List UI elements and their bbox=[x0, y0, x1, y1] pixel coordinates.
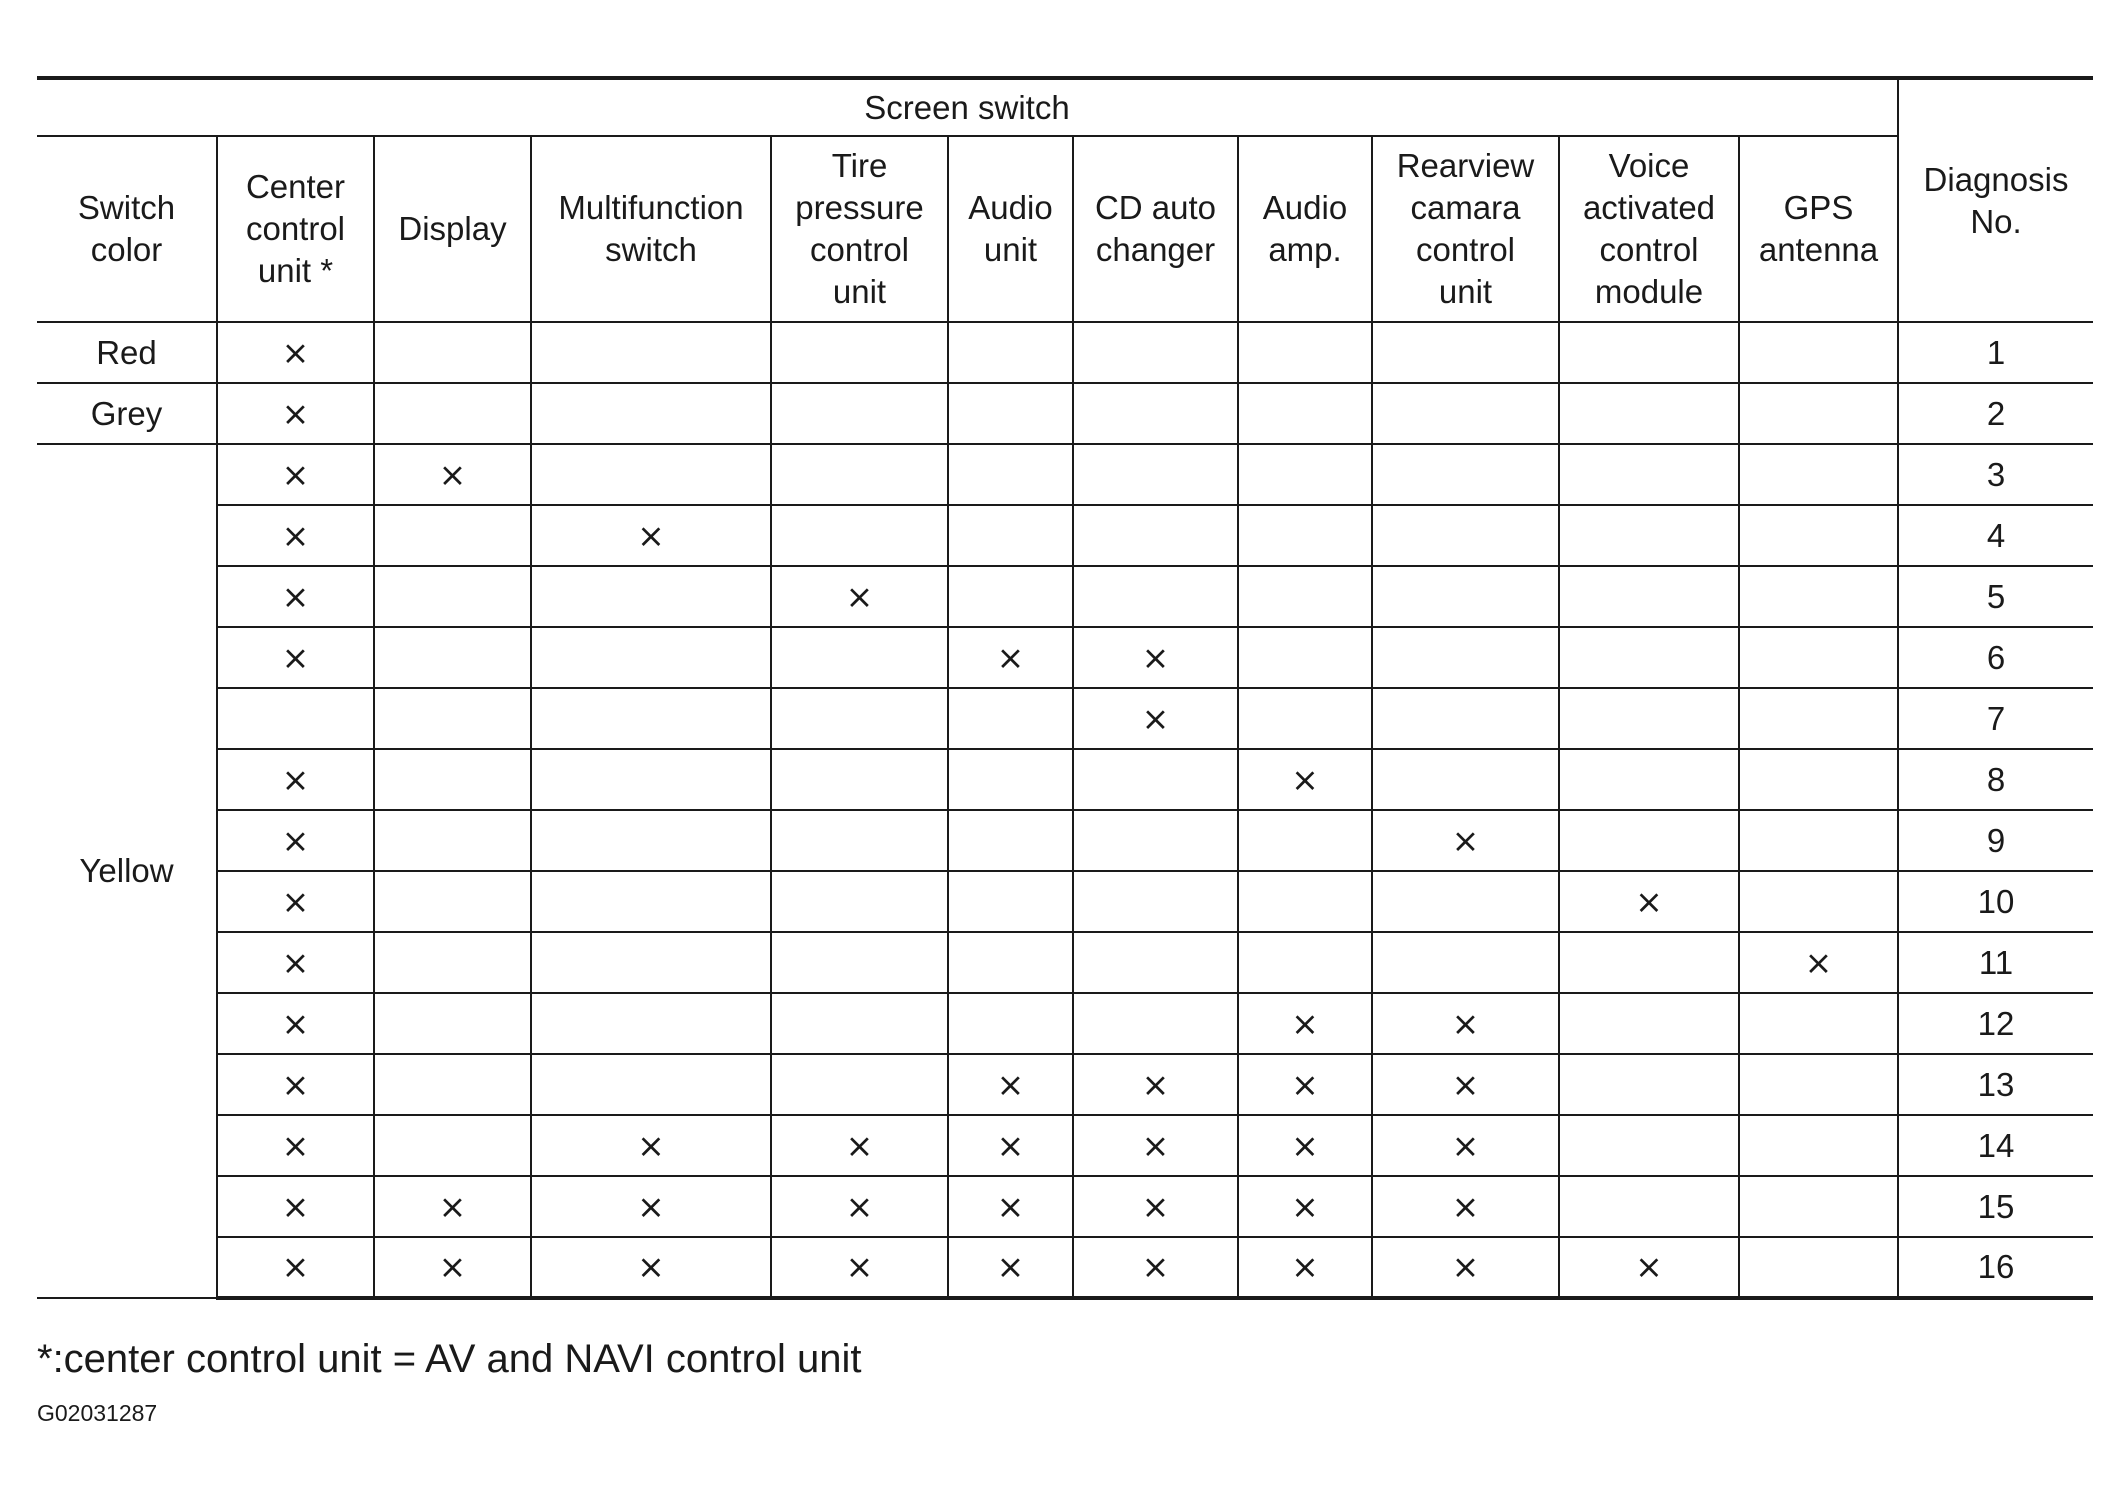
check-mark-cell: × bbox=[217, 1115, 374, 1176]
empty-cell bbox=[1073, 749, 1238, 810]
empty-cell bbox=[1559, 566, 1739, 627]
empty-cell bbox=[1238, 688, 1372, 749]
diagnosis-number-cell: 13 bbox=[1898, 1054, 2093, 1115]
empty-cell bbox=[771, 627, 948, 688]
check-mark-cell: × bbox=[948, 1115, 1073, 1176]
empty-cell bbox=[374, 1054, 531, 1115]
empty-cell bbox=[948, 444, 1073, 505]
diagnosis-number-cell: 8 bbox=[1898, 749, 2093, 810]
check-mark-cell: × bbox=[1238, 749, 1372, 810]
column-header-center-control-unit: Center control unit * bbox=[217, 136, 374, 322]
column-header-multifunction-switch: Multifunction switch bbox=[531, 136, 771, 322]
empty-cell bbox=[1238, 627, 1372, 688]
check-mark-cell: × bbox=[1372, 993, 1559, 1054]
empty-cell bbox=[771, 322, 948, 383]
check-mark-cell: × bbox=[1238, 1054, 1372, 1115]
check-mark-cell: × bbox=[1073, 1054, 1238, 1115]
empty-cell bbox=[771, 444, 948, 505]
empty-cell bbox=[1559, 322, 1739, 383]
empty-cell bbox=[374, 566, 531, 627]
empty-cell bbox=[771, 749, 948, 810]
empty-cell bbox=[1559, 688, 1739, 749]
empty-cell bbox=[1739, 1237, 1898, 1298]
table-row bbox=[37, 566, 2093, 627]
empty-cell bbox=[771, 810, 948, 871]
diagnosis-number-cell: 9 bbox=[1898, 810, 2093, 871]
empty-cell bbox=[1739, 1176, 1898, 1237]
empty-cell bbox=[1372, 688, 1559, 749]
empty-cell bbox=[948, 871, 1073, 932]
empty-cell bbox=[948, 322, 1073, 383]
empty-cell bbox=[1238, 383, 1372, 444]
empty-cell bbox=[374, 749, 531, 810]
check-mark-cell: × bbox=[771, 1176, 948, 1237]
empty-cell bbox=[948, 993, 1073, 1054]
empty-cell bbox=[1739, 871, 1898, 932]
empty-cell bbox=[531, 383, 771, 444]
check-mark-cell: × bbox=[217, 383, 374, 444]
diagnosis-number-cell: 11 bbox=[1898, 932, 2093, 993]
empty-cell bbox=[531, 810, 771, 871]
check-mark-cell: × bbox=[1372, 810, 1559, 871]
empty-cell bbox=[531, 932, 771, 993]
empty-cell bbox=[948, 383, 1073, 444]
empty-cell bbox=[374, 871, 531, 932]
empty-cell bbox=[948, 505, 1073, 566]
empty-cell bbox=[1238, 444, 1372, 505]
empty-cell bbox=[1073, 322, 1238, 383]
check-mark-cell: × bbox=[217, 505, 374, 566]
check-mark-cell: × bbox=[217, 993, 374, 1054]
empty-cell bbox=[1739, 810, 1898, 871]
empty-cell bbox=[771, 993, 948, 1054]
table-row bbox=[37, 444, 2093, 505]
table-row bbox=[37, 383, 2093, 444]
table-row bbox=[37, 749, 2093, 810]
check-mark-cell: × bbox=[948, 1176, 1073, 1237]
switch-color-cell: Grey bbox=[37, 383, 217, 444]
empty-cell bbox=[948, 749, 1073, 810]
check-mark-cell: × bbox=[1073, 627, 1238, 688]
check-mark-cell: × bbox=[217, 444, 374, 505]
empty-cell bbox=[374, 383, 531, 444]
diagnosis-number-cell: 1 bbox=[1898, 322, 2093, 383]
empty-cell bbox=[1559, 932, 1739, 993]
check-mark-cell: × bbox=[217, 871, 374, 932]
diagnosis-number-cell: 6 bbox=[1898, 627, 2093, 688]
diagnosis-number-cell: 10 bbox=[1898, 871, 2093, 932]
empty-cell bbox=[1372, 749, 1559, 810]
empty-cell bbox=[1739, 1054, 1898, 1115]
column-header-tire-pressure-control-unit: Tire pressure control unit bbox=[771, 136, 948, 322]
empty-cell bbox=[1073, 444, 1238, 505]
table-row bbox=[37, 993, 2093, 1054]
check-mark-cell: × bbox=[531, 1237, 771, 1298]
empty-cell bbox=[1559, 810, 1739, 871]
column-header-audio-amp: Audio amp. bbox=[1238, 136, 1372, 322]
empty-cell bbox=[1739, 566, 1898, 627]
footnote: *:center control unit = AV and NAVI control unit bbox=[37, 1337, 862, 1381]
column-header-cd-auto-changer: CD auto changer bbox=[1073, 136, 1238, 322]
check-mark-cell: × bbox=[531, 1176, 771, 1237]
empty-cell bbox=[1559, 749, 1739, 810]
empty-cell bbox=[1559, 993, 1739, 1054]
empty-cell bbox=[531, 566, 771, 627]
empty-cell bbox=[374, 505, 531, 566]
diagnosis-number-cell: 15 bbox=[1898, 1176, 2093, 1237]
check-mark-cell: × bbox=[1238, 1237, 1372, 1298]
empty-cell bbox=[1739, 383, 1898, 444]
check-mark-cell: × bbox=[1559, 1237, 1739, 1298]
switch-color-header: Switch color bbox=[37, 136, 217, 322]
check-mark-cell: × bbox=[531, 1115, 771, 1176]
diagnosis-number-cell: 3 bbox=[1898, 444, 2093, 505]
column-header-row bbox=[37, 136, 2093, 322]
column-header-gps-antenna: GPS antenna bbox=[1739, 136, 1898, 322]
table-row bbox=[37, 1176, 2093, 1237]
check-mark-cell: × bbox=[217, 627, 374, 688]
empty-cell bbox=[1238, 322, 1372, 383]
empty-cell bbox=[374, 322, 531, 383]
empty-cell bbox=[948, 688, 1073, 749]
check-mark-cell: × bbox=[771, 1115, 948, 1176]
empty-cell bbox=[1739, 1115, 1898, 1176]
empty-cell bbox=[1238, 566, 1372, 627]
empty-cell bbox=[1372, 322, 1559, 383]
check-mark-cell: × bbox=[771, 1237, 948, 1298]
empty-cell bbox=[531, 1054, 771, 1115]
check-mark-cell: × bbox=[1559, 871, 1739, 932]
empty-cell bbox=[531, 993, 771, 1054]
check-mark-cell: × bbox=[1073, 1115, 1238, 1176]
empty-cell bbox=[374, 1115, 531, 1176]
check-mark-cell: × bbox=[531, 505, 771, 566]
empty-cell bbox=[374, 932, 531, 993]
empty-cell bbox=[1372, 627, 1559, 688]
empty-cell bbox=[1073, 993, 1238, 1054]
empty-cell bbox=[217, 688, 374, 749]
check-mark-cell: × bbox=[217, 566, 374, 627]
empty-cell bbox=[1559, 627, 1739, 688]
empty-cell bbox=[531, 871, 771, 932]
check-mark-cell: × bbox=[217, 322, 374, 383]
empty-cell bbox=[771, 505, 948, 566]
table-row bbox=[37, 505, 2093, 566]
table-row bbox=[37, 932, 2093, 993]
diagnosis-number-cell: 12 bbox=[1898, 993, 2093, 1054]
empty-cell bbox=[1073, 810, 1238, 871]
check-mark-cell: × bbox=[217, 1054, 374, 1115]
check-mark-cell: × bbox=[217, 810, 374, 871]
check-mark-cell: × bbox=[374, 1237, 531, 1298]
check-mark-cell: × bbox=[1073, 688, 1238, 749]
empty-cell bbox=[374, 993, 531, 1054]
check-mark-cell: × bbox=[217, 1176, 374, 1237]
diagnosis-table bbox=[37, 76, 2093, 1300]
check-mark-cell: × bbox=[374, 1176, 531, 1237]
table-row bbox=[37, 627, 2093, 688]
switch-color-cell: Yellow bbox=[37, 444, 217, 1298]
check-mark-cell: × bbox=[1372, 1115, 1559, 1176]
column-header-voice-activated-control-module: Voice activated control module bbox=[1559, 136, 1739, 322]
empty-cell bbox=[771, 688, 948, 749]
empty-cell bbox=[1739, 444, 1898, 505]
empty-cell bbox=[771, 932, 948, 993]
empty-cell bbox=[1559, 505, 1739, 566]
empty-cell bbox=[771, 383, 948, 444]
group-header-row bbox=[37, 78, 2093, 136]
empty-cell bbox=[1559, 1054, 1739, 1115]
switch-color-cell: Red bbox=[37, 322, 217, 383]
empty-cell bbox=[948, 566, 1073, 627]
empty-cell bbox=[1739, 993, 1898, 1054]
check-mark-cell: × bbox=[1372, 1237, 1559, 1298]
empty-cell bbox=[948, 810, 1073, 871]
empty-cell bbox=[1238, 810, 1372, 871]
column-header-display: Display bbox=[374, 136, 531, 322]
check-mark-cell: × bbox=[1238, 993, 1372, 1054]
empty-cell bbox=[1559, 1176, 1739, 1237]
empty-cell bbox=[1372, 505, 1559, 566]
figure-id: G02031287 bbox=[37, 1400, 158, 1426]
empty-cell bbox=[1739, 322, 1898, 383]
empty-cell bbox=[1372, 383, 1559, 444]
empty-cell bbox=[1073, 932, 1238, 993]
table-row bbox=[37, 1115, 2093, 1176]
table-row bbox=[37, 810, 2093, 871]
empty-cell bbox=[1559, 1115, 1739, 1176]
check-mark-cell: × bbox=[948, 1237, 1073, 1298]
diagnosis-no-header: Diagnosis No. bbox=[1898, 78, 2093, 322]
empty-cell bbox=[1372, 871, 1559, 932]
empty-cell bbox=[374, 627, 531, 688]
empty-cell bbox=[771, 871, 948, 932]
check-mark-cell: × bbox=[771, 566, 948, 627]
diagnosis-number-cell: 5 bbox=[1898, 566, 2093, 627]
empty-cell bbox=[1073, 383, 1238, 444]
empty-cell bbox=[531, 627, 771, 688]
screen-switch-header: Screen switch bbox=[37, 78, 1898, 136]
table-body bbox=[37, 78, 2093, 1298]
check-mark-cell: × bbox=[374, 444, 531, 505]
empty-cell bbox=[1073, 505, 1238, 566]
empty-cell bbox=[531, 444, 771, 505]
diagnosis-number-cell: 4 bbox=[1898, 505, 2093, 566]
table-row bbox=[37, 688, 2093, 749]
empty-cell bbox=[1739, 749, 1898, 810]
empty-cell bbox=[531, 749, 771, 810]
column-header-rearview-camara-control-unit: Rearview camara control unit bbox=[1372, 136, 1559, 322]
check-mark-cell: × bbox=[217, 932, 374, 993]
check-mark-cell: × bbox=[217, 749, 374, 810]
check-mark-cell: × bbox=[1372, 1054, 1559, 1115]
empty-cell bbox=[531, 322, 771, 383]
empty-cell bbox=[1073, 871, 1238, 932]
table-row bbox=[37, 1054, 2093, 1115]
empty-cell bbox=[374, 810, 531, 871]
check-mark-cell: × bbox=[1372, 1176, 1559, 1237]
empty-cell bbox=[771, 1054, 948, 1115]
diagnosis-number-cell: 16 bbox=[1898, 1237, 2093, 1298]
empty-cell bbox=[1739, 505, 1898, 566]
empty-cell bbox=[1238, 932, 1372, 993]
check-mark-cell: × bbox=[948, 627, 1073, 688]
empty-cell bbox=[1372, 566, 1559, 627]
check-mark-cell: × bbox=[217, 1237, 374, 1298]
empty-cell bbox=[1238, 871, 1372, 932]
empty-cell bbox=[948, 932, 1073, 993]
check-mark-cell: × bbox=[948, 1054, 1073, 1115]
empty-cell bbox=[1372, 444, 1559, 505]
table-row bbox=[37, 322, 2093, 383]
empty-cell bbox=[374, 688, 531, 749]
check-mark-cell: × bbox=[1739, 932, 1898, 993]
check-mark-cell: × bbox=[1238, 1115, 1372, 1176]
check-mark-cell: × bbox=[1073, 1237, 1238, 1298]
column-header-audio-unit: Audio unit bbox=[948, 136, 1073, 322]
empty-cell bbox=[1073, 566, 1238, 627]
empty-cell bbox=[1559, 383, 1739, 444]
empty-cell bbox=[1238, 505, 1372, 566]
check-mark-cell: × bbox=[1073, 1176, 1238, 1237]
empty-cell bbox=[1372, 932, 1559, 993]
empty-cell bbox=[1559, 444, 1739, 505]
empty-cell bbox=[1739, 627, 1898, 688]
diagnosis-number-cell: 14 bbox=[1898, 1115, 2093, 1176]
empty-cell bbox=[1739, 688, 1898, 749]
check-mark-cell: × bbox=[1238, 1176, 1372, 1237]
table-row bbox=[37, 871, 2093, 932]
empty-cell bbox=[531, 688, 771, 749]
diagnosis-number-cell: 2 bbox=[1898, 383, 2093, 444]
table-row bbox=[37, 1237, 2093, 1298]
diagnosis-number-cell: 7 bbox=[1898, 688, 2093, 749]
